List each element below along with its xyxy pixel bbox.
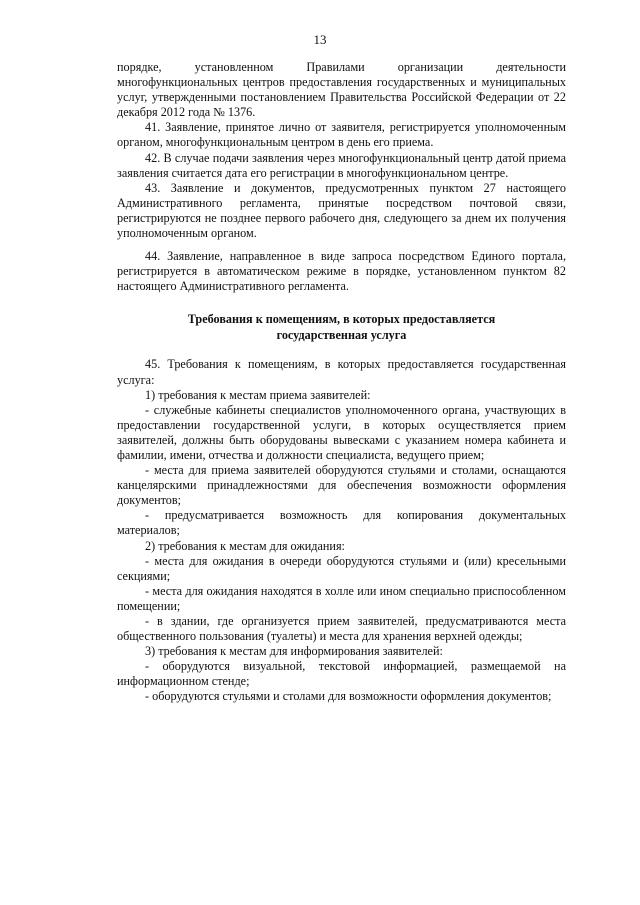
list-item-reception-requirements: 1) требования к местам приема заявителей: (145, 387, 371, 402)
section-heading (117, 312, 566, 343)
list-item-waiting-seating: - места для ожидания в очереди оборудуются стульями и (или) кресельными секциями; (117, 553, 566, 583)
page-number: 13 (313, 32, 327, 47)
paragraph-45: 45. Требования к помещениям, в которых предоставляется государственная услуга: (117, 357, 566, 387)
list-item-reception-furniture: - места для приема заявителей оборудуются стульями и столами, оснащаются канцелярскими принадлежностями для обеспечения возможности оформления документов; (117, 463, 566, 508)
list-item-information-requirements: 3) требования к местам для информирования заявителей: (145, 644, 443, 659)
list-item-office-signage: - служебные кабинеты специалистов уполномоченного органа, участвующих в предоставлении государственной услуги, в которых осуществляется прием заявителей, должны быть оборудованы вывесками с указанием номера кабинета и фамилии, имени, отчества и должности специалиста, ведущего прием; (117, 402, 566, 462)
paragraph-42: 42. В случае подачи заявления через многофункциональный центр датой приема заявления считается дата его регистрации в многофункциональном центре. (117, 150, 566, 180)
list-item-information-stand: - оборудуются визуальной, текстовой информацией, размещаемой на информационном стенде; (117, 659, 566, 689)
list-item-information-furniture: - оборудуются стульями и столами для возможности оформления документов; (145, 689, 552, 704)
list-item-copying: - предусматривается возможность для копирования документальных материалов; (117, 508, 566, 538)
paragraph-41: 41. Заявление, принятое лично от заявителя, регистрируется уполномоченным органом, многофункциональным центром в день его приема. (117, 120, 566, 150)
section-heading-line-1: Требования к помещениям, в которых предоставляется (187, 312, 496, 327)
list-item-waiting-hall: - места для ожидания находятся в холле или ином специально приспособленном помещении; (117, 583, 566, 613)
list-item-waiting-requirements: 2) требования к местам для ожидания: (145, 538, 345, 553)
paragraph-43: 43. Заявление и документов, предусмотренных пунктом 27 настоящего Административного регламента, принятые посредством почтовой связи, регистрируются не позднее первого рабочего дня, следующего за днем их получения уполномоченным органом. (117, 180, 566, 241)
paragraph-continuation: порядке, установленном Правилами организации деятельности многофункциональных центров предоставления государственных и муниципальных услуг, утвержденными постановлением Правительства Российской Федерации от 22 декабря 2012 года № 1376. (117, 60, 566, 120)
section-heading-line-2: государственная услуга (276, 327, 407, 342)
paragraph-44: 44. Заявление, направленное в виде запроса посредством Единого портала, регистрируется в автоматическом режиме в порядке, установленном пунктом 82 настоящего Административного регламента. (117, 249, 566, 294)
list-item-public-facilities: - в здании, где организуется прием заявителей, предусматриваются места общественного пользования (туалеты) и места для хранения верхней одежды; (117, 614, 566, 644)
document-body (117, 60, 566, 705)
